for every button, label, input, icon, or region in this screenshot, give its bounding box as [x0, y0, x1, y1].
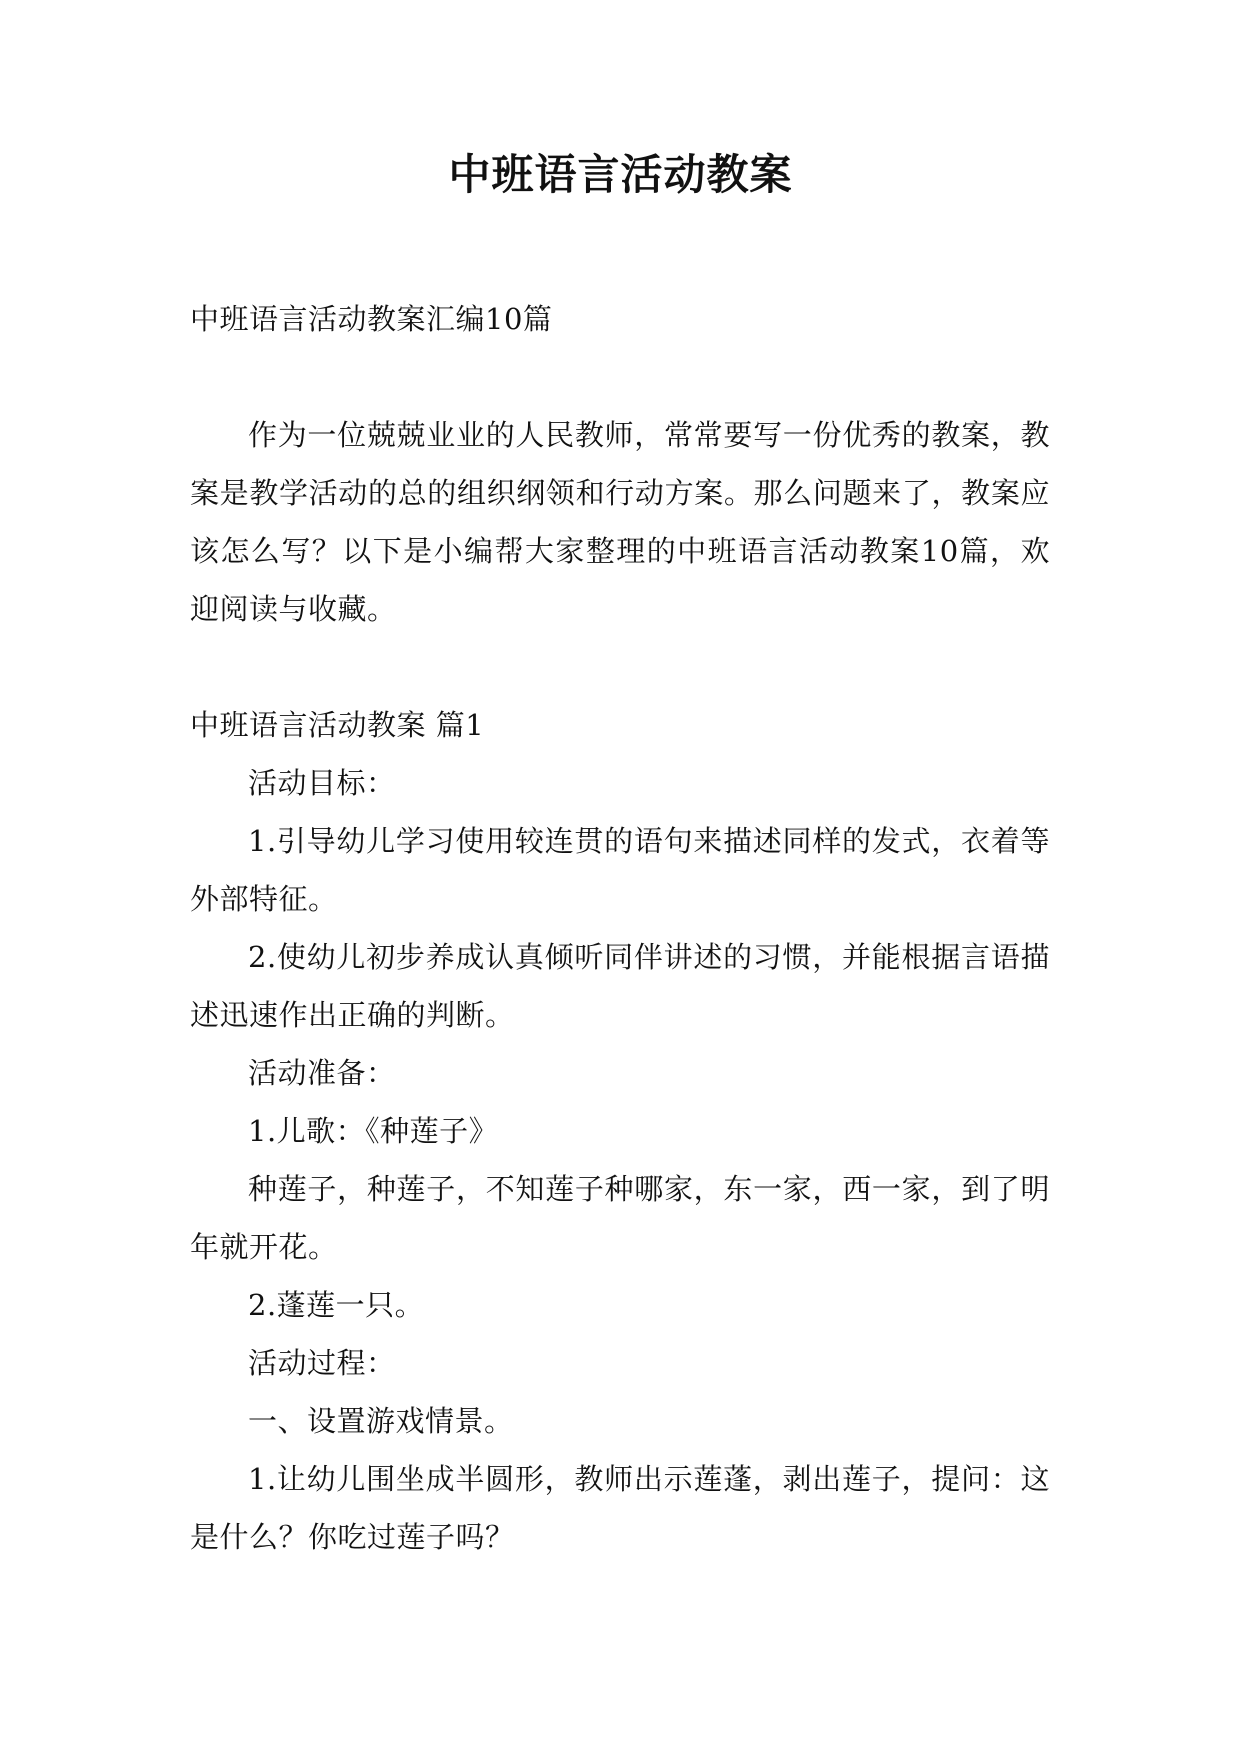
section-heading: 中班语言活动教案 篇1: [190, 708, 485, 742]
document-body: [190, 290, 1050, 1566]
intro-paragraph: 作为一位兢兢业业的人民教师，常常要写一份优秀的教案，教案是教学活动的总的组织纲领和行动方案。那么问题来了，教案应该怎么写？以下是小编帮大家整理的中班语言活动教案10篇，欢迎阅读与收藏。: [190, 418, 1050, 626]
goals-label: 活动目标：: [248, 766, 396, 800]
step-item-1: 1.让幼儿围坐成半圆形，教师出示莲蓬，剥出莲子，提问：这是什么？你吃过莲子吗？: [190, 1462, 1050, 1554]
preparation-label: 活动准备：: [248, 1056, 396, 1090]
page-title: 中班语言活动教案: [448, 150, 793, 199]
process-label: 活动过程：: [248, 1346, 396, 1380]
goal-item-1: 1.引导幼儿学习使用较连贯的语句来描述同样的发式，衣着等外部特征。: [190, 824, 1050, 916]
step-heading-1: 一、设置游戏情景。: [248, 1404, 514, 1438]
rhyme-text: 种莲子，种莲子，不知莲子种哪家，东一家，西一家，到了明年就开花。: [190, 1172, 1050, 1264]
preparation-item-2: 2.蓬莲一只。: [248, 1288, 425, 1322]
goal-item-2: 2.使幼儿初步养成认真倾听同伴讲述的习惯，并能根据言语描述迅速作出正确的判断。: [190, 940, 1050, 1032]
document-subtitle: 中班语言活动教案汇编10篇: [190, 302, 553, 336]
preparation-item-1: 1.儿歌：《种莲子》: [248, 1114, 499, 1148]
